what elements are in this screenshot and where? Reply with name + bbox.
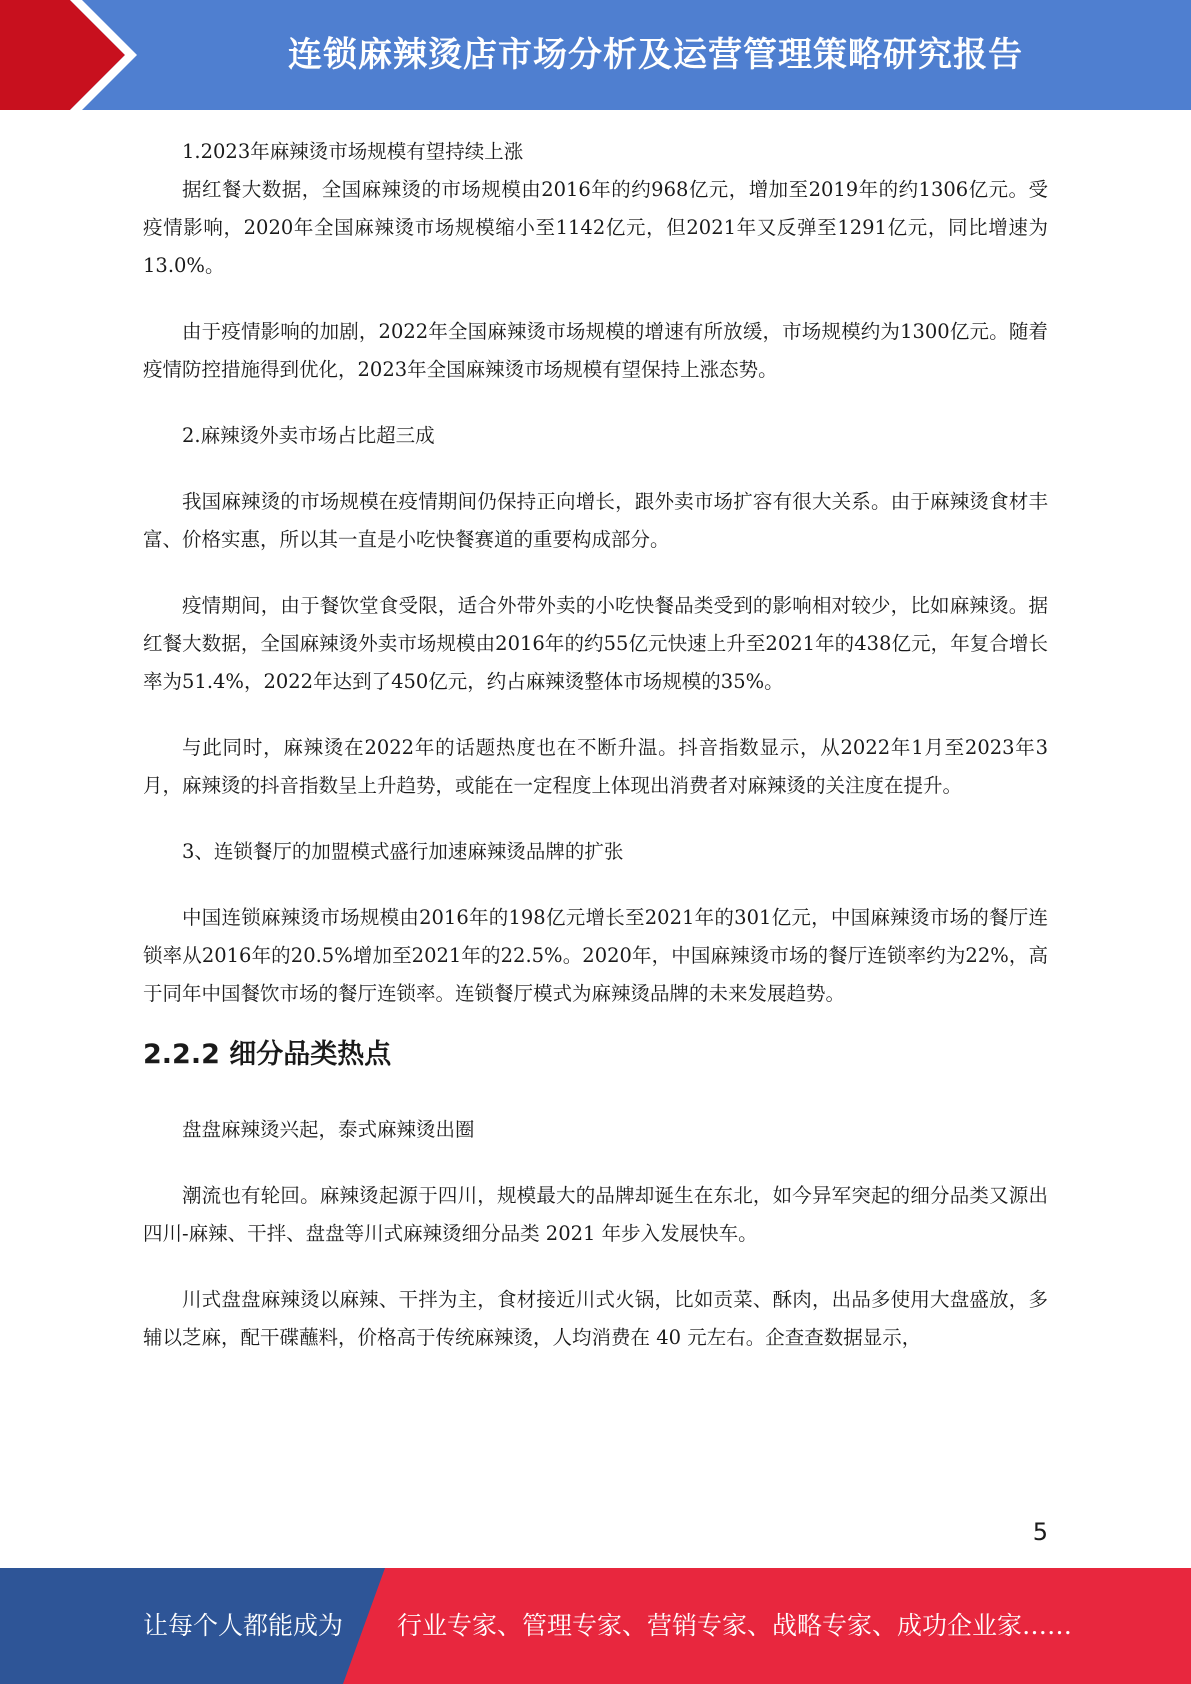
subsection-title-2: 2.麻辣烫外卖市场占比超三成 <box>182 424 435 447</box>
paragraph-sichuan-trend: 潮流也有轮回。麻辣烫起源于四川，规模最大的品牌却诞生在东北，如今异军突起的细分品类又源出四川-麻辣、干拌、盘盘等川式麻辣烫细分品类 2021 年步入发展快车。 <box>143 1184 1048 1245</box>
footer-slogan-left: 让每个人都能成为 <box>143 1611 344 1640</box>
paragraph-market-size: 据红餐大数据，全国麻辣烫的市场规模由2016年的约968亿元，增加至2019年的约1306亿元。受疫情影响，2020年全国麻辣烫市场规模缩小至1142亿元，但2021年又反弹至1291亿元，同比增速为13.0%。 <box>143 178 1048 277</box>
paragraph-chain-rate: 中国连锁麻辣烫市场规模由2016年的198亿元增长至2021年的301亿元，中国麻辣烫市场的餐厅连锁率从2016年的20.5%增加至2021年的22.5%。2020年，中国麻辣烫市场的餐厅连锁率约为22%，高于同年中国餐饮市场的餐厅连锁率。连锁餐厅模式为麻辣烫品牌的未来发展趋势。 <box>143 906 1048 1005</box>
paragraph-takeout-growth: 我国麻辣烫的市场规模在疫情期间仍保持正向增长，跟外卖市场扩容有很大关系。由于麻辣烫食材丰富、价格实惠，所以其一直是小吃快餐赛道的重要构成部分。 <box>143 490 1048 551</box>
subsection-title-3: 3、连锁餐厅的加盟模式盛行加速麻辣烫品牌的扩张 <box>182 840 624 863</box>
paragraph-douyin-index: 与此同时，麻辣烫在2022年的话题热度也在不断升温。抖音指数显示，从2022年1月至2023年3月，麻辣烫的抖音指数呈上升趋势，或能在一定程度上体现出消费者对麻辣烫的关注度在提升。 <box>143 736 1048 797</box>
subsection-title-1: 1.2023年麻辣烫市场规模有望持续上涨 <box>182 140 524 163</box>
document-body <box>143 133 1048 1357</box>
paragraph-market-outlook: 由于疫情影响的加剧，2022年全国麻辣烫市场规模的增速有所放缓，市场规模约为1300亿元。随着疫情防控措施得到优化，2023年全国麻辣烫市场规模有望保持上涨态势。 <box>143 320 1048 381</box>
paragraph-takeout-data: 疫情期间，由于餐饮堂食受限，适合外带外卖的小吃快餐品类受到的影响相对较少，比如麻辣烫。据红餐大数据，全国麻辣烫外卖市场规模由2016年的约55亿元快速上升至2021年的438亿元，年复合增长率为51.4%，2022年达到了450亿元，约占麻辣烫整体市场规模的35%。 <box>143 594 1048 693</box>
page-header <box>0 0 1191 110</box>
report-title: 连锁麻辣烫店市场分析及运营管理策略研究报告 <box>288 35 1023 75</box>
footer-slogan-right: 行业专家、管理专家、营销专家、战略专家、成功企业家…… <box>397 1611 1073 1640</box>
page-number: 5 <box>1032 1518 1048 1546</box>
subsection-title-4: 盘盘麻辣烫兴起，泰式麻辣烫出圈 <box>182 1118 475 1141</box>
paragraph-panpan-style: 川式盘盘麻辣烫以麻辣、干拌为主，食材接近川式火锅，比如贡菜、酥肉，出品多使用大盘盛放，多辅以芝麻，配干碟蘸料，价格高于传统麻辣烫，人均消费在 40 元左右。企查查数据显示， <box>143 1288 1048 1349</box>
header-chevron-decoration <box>0 0 160 110</box>
section-heading: 2.2.2 细分品类热点 <box>143 1039 392 1070</box>
page-footer <box>0 1568 1191 1684</box>
